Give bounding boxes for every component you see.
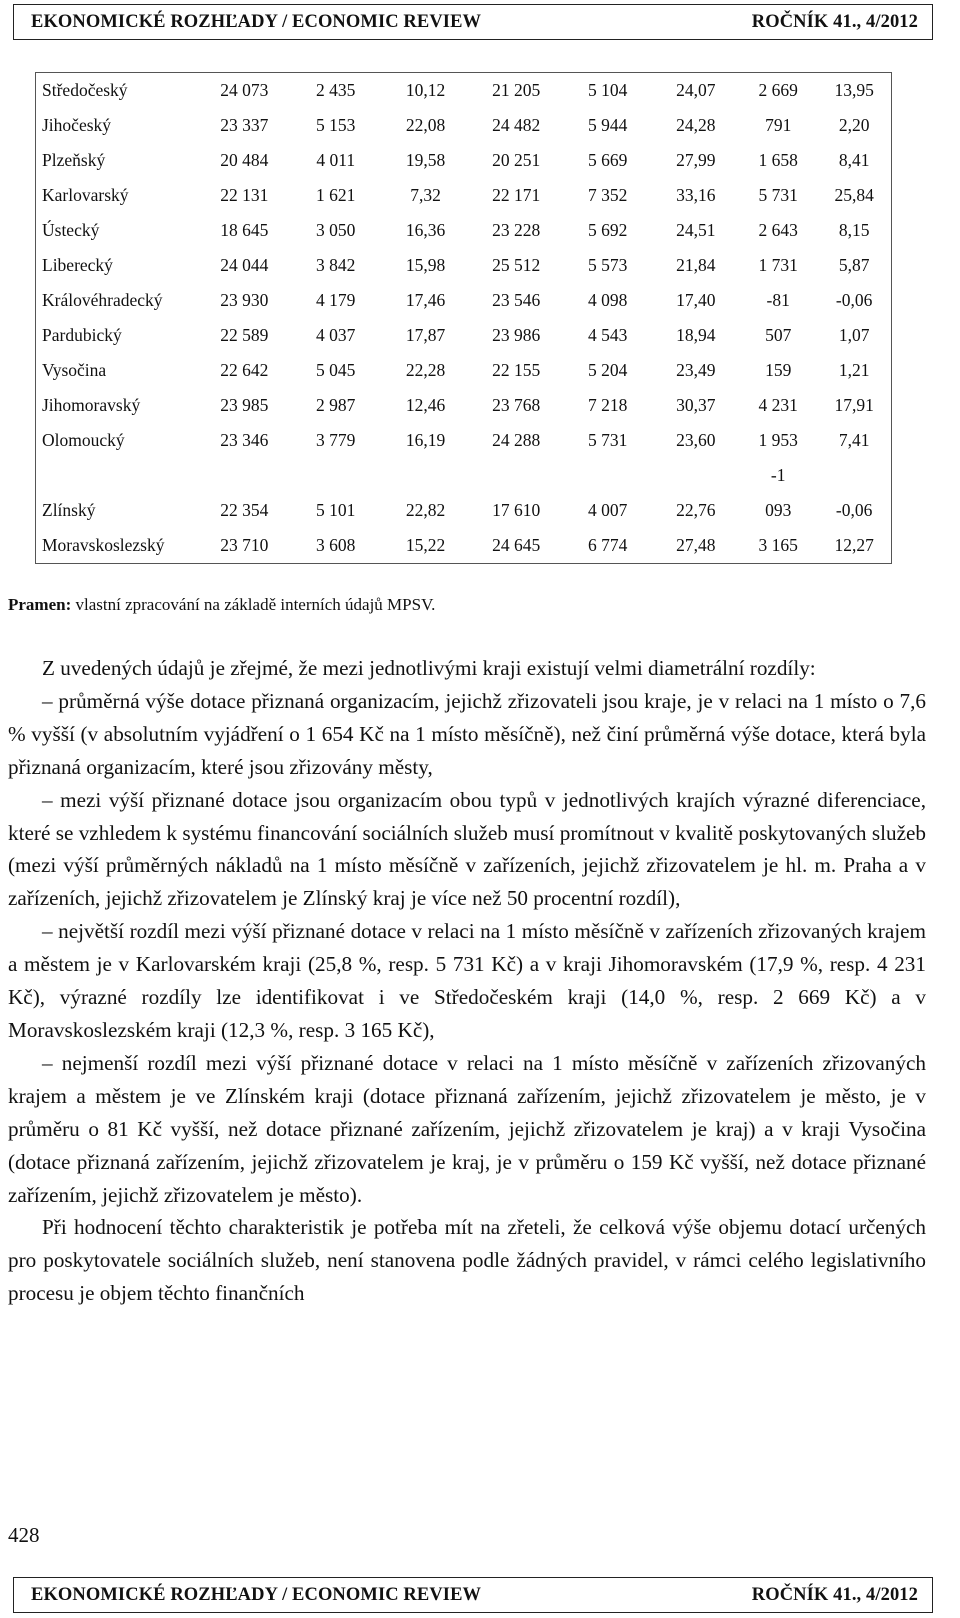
value-cell: 4 543 bbox=[587, 325, 628, 345]
value-cell: 1 658 bbox=[758, 150, 798, 170]
value-cell: 22,76 bbox=[676, 500, 716, 520]
table-source-note bbox=[8, 595, 435, 615]
value-cell: 23 710 bbox=[220, 535, 269, 555]
region-name-cell: Jihočeský bbox=[42, 115, 112, 135]
value-cell: 25 512 bbox=[492, 255, 541, 275]
value-cell: 22 354 bbox=[220, 500, 269, 520]
value-cell: 24,51 bbox=[676, 220, 716, 240]
volume-label: ROČNÍK 41., 4/2012 bbox=[751, 1584, 918, 1605]
value-cell: 5 669 bbox=[587, 150, 628, 170]
body-text bbox=[8, 652, 926, 1310]
value-cell: 20 484 bbox=[220, 150, 269, 170]
value-cell: 22 589 bbox=[220, 325, 269, 345]
value-cell: 5 101 bbox=[316, 500, 356, 520]
table-row bbox=[36, 143, 892, 178]
region-name-cell: Středočeský bbox=[42, 80, 128, 100]
value-cell: 23 986 bbox=[492, 325, 541, 345]
region-name-cell: Vysočina bbox=[42, 360, 107, 380]
value-cell: 21,84 bbox=[676, 255, 716, 275]
paragraph-bullet-1: – průměrná výše dotace přiznaná organizacím, jejichž zřizovateli jsou kraje, je v relaci na 1 místo o 7,6 % vyšší (v absolutním vyjádření o 1 654 Kč na 1 místo měsíčně), než činí průměrná výše dotace, která byla přiznaná organizacím, které jsou zřizovány městy, bbox=[8, 688, 926, 779]
region-name-cell: Olomoucký bbox=[42, 430, 125, 450]
value-cell: 8,15 bbox=[838, 220, 870, 240]
value-cell: 33,16 bbox=[676, 185, 716, 205]
regional-subsidy-table bbox=[35, 72, 892, 564]
value-cell: -0,06 bbox=[835, 500, 873, 520]
empty-cell bbox=[817, 458, 891, 493]
value-cell: 23,49 bbox=[676, 360, 716, 380]
value-cell: 22,82 bbox=[405, 500, 446, 520]
paragraph-intro: Z uvedených údajů je zřejmé, že mezi jednotlivými kraji existují velmi diametrální rozdíly: bbox=[42, 656, 816, 680]
value-cell: 24 482 bbox=[492, 115, 541, 135]
value-cell: 24 073 bbox=[220, 80, 269, 100]
value-cell: 5 944 bbox=[587, 115, 628, 135]
table-row bbox=[36, 353, 892, 388]
table-row bbox=[36, 493, 892, 528]
table-row bbox=[36, 318, 892, 353]
table-row bbox=[36, 388, 892, 423]
empty-cell bbox=[470, 458, 563, 493]
region-name-cell: Karlovarský bbox=[42, 185, 129, 205]
value-cell: 1,07 bbox=[838, 325, 870, 345]
value-cell: 17,91 bbox=[834, 395, 874, 415]
value-cell: 24 645 bbox=[492, 535, 541, 555]
value-cell: 159 bbox=[765, 360, 792, 380]
value-cell: 16,19 bbox=[405, 430, 446, 450]
value-cell: 22 171 bbox=[492, 185, 541, 205]
value-cell: 23 768 bbox=[492, 395, 541, 415]
region-name-cell: Pardubický bbox=[42, 325, 122, 345]
value-cell: 4 007 bbox=[587, 500, 628, 520]
empty-cell bbox=[382, 458, 470, 493]
value-cell: 5 204 bbox=[587, 360, 628, 380]
value-cell: 4 231 bbox=[758, 395, 798, 415]
empty-cell bbox=[563, 458, 653, 493]
value-cell: 22 155 bbox=[492, 360, 541, 380]
paragraph-bullet-3: – největší rozdíl mezi výší přiznané dotace v relaci na 1 místo měsíčně v zařízeních zřizovaných krajem a městem je v Karlovarském kraji (25,8 %, resp. 5 731 Kč) a v kraji Jihomoravském (17,9 %, resp. 4 231 Kč), výrazné rozdíly lze identifikovat i ve Středočeském kraji (14,0 %, resp. 2 669 Kč) a v Moravskoslezském kraji (12,3 %, resp. 3 165 Kč), bbox=[8, 919, 926, 1042]
value-cell-wrap-top: -1 bbox=[770, 465, 786, 485]
value-cell: 24 288 bbox=[492, 430, 541, 450]
value-cell: 1 731 bbox=[758, 255, 798, 275]
value-cell: 15,98 bbox=[405, 255, 446, 275]
value-cell: 2 435 bbox=[316, 80, 356, 100]
table-row bbox=[36, 248, 892, 283]
value-cell: 16,36 bbox=[405, 220, 446, 240]
running-header bbox=[13, 4, 933, 40]
value-cell: 27,48 bbox=[676, 535, 716, 555]
value-cell: 25,84 bbox=[834, 185, 874, 205]
journal-title: EKONOMICKÉ ROZHĽADY / ECONOMIC REVIEW bbox=[31, 1584, 482, 1605]
table-row bbox=[36, 283, 892, 318]
region-name-cell: Plzeňský bbox=[42, 150, 106, 170]
value-cell: 6 774 bbox=[587, 535, 628, 555]
value-cell: 5,87 bbox=[838, 255, 870, 275]
value-cell: 5 573 bbox=[587, 255, 628, 275]
paragraph-bullet-2: – mezi výší přiznané dotace jsou organizacím obou typů v jednotlivých krajích výrazné diferenciace, které se vzhledem k systému financování sociálních služeb musí promítnout v kvalitě poskytovaných služeb (mezi výší průměrných nákladů na 1 místo měsíčně v zařízeních, jejichž zřizovatelem je hl. m. Praha a v zařízeních, jejichž zřizovatelem je Zlínský kraj je více než 50 procentní rozdíl), bbox=[8, 787, 926, 911]
value-cell: 5 692 bbox=[587, 220, 628, 240]
value-cell: 5 731 bbox=[758, 185, 798, 205]
region-name-cell: Moravskoslezský bbox=[42, 535, 165, 555]
value-cell: 5 731 bbox=[587, 430, 628, 450]
value-cell: 23 985 bbox=[220, 395, 269, 415]
value-cell: 4 098 bbox=[587, 290, 628, 310]
value-cell: 24 044 bbox=[220, 255, 269, 275]
value-cell: 3 842 bbox=[316, 255, 356, 275]
table-row bbox=[36, 73, 892, 109]
value-cell: 24,07 bbox=[676, 80, 716, 100]
value-cell: 22 642 bbox=[220, 360, 269, 380]
value-cell: -0,06 bbox=[835, 290, 873, 310]
value-cell: 7 218 bbox=[587, 395, 628, 415]
region-name-cell: Jihomoravský bbox=[42, 395, 141, 415]
table-body bbox=[36, 73, 892, 564]
region-name-cell: Ústecký bbox=[42, 220, 100, 240]
value-cell: 17,46 bbox=[405, 290, 446, 310]
value-cell: 19,58 bbox=[405, 150, 446, 170]
value-cell: 2 669 bbox=[758, 80, 798, 100]
empty-cell bbox=[36, 458, 199, 493]
table-row bbox=[36, 213, 892, 248]
value-cell: 4 011 bbox=[316, 150, 356, 170]
value-cell: 3 165 bbox=[758, 535, 798, 555]
value-cell: 10,12 bbox=[405, 80, 446, 100]
value-cell: 17 610 bbox=[492, 500, 541, 520]
value-cell: -81 bbox=[766, 290, 790, 310]
value-cell: 23,60 bbox=[676, 430, 716, 450]
value-cell: 22 131 bbox=[220, 185, 269, 205]
source-text: vlastní zpracování na základě interních údajů MPSV. bbox=[71, 595, 436, 614]
value-cell: 27,99 bbox=[676, 150, 716, 170]
table-row bbox=[36, 178, 892, 213]
empty-cell bbox=[199, 458, 290, 493]
value-cell: 5 153 bbox=[316, 115, 356, 135]
value-cell: 23 346 bbox=[220, 430, 269, 450]
value-cell: 18,94 bbox=[676, 325, 716, 345]
value-cell: 2 643 bbox=[758, 220, 798, 240]
value-cell: 5 045 bbox=[316, 360, 356, 380]
value-cell: 507 bbox=[765, 325, 792, 345]
value-cell: 24,28 bbox=[676, 115, 716, 135]
empty-cell bbox=[653, 458, 740, 493]
value-cell: 17,40 bbox=[676, 290, 716, 310]
value-cell: 23 228 bbox=[492, 220, 541, 240]
value-cell: 3 050 bbox=[316, 220, 356, 240]
value-cell: 2 987 bbox=[316, 395, 356, 415]
value-cell: 12,46 bbox=[405, 395, 446, 415]
region-name-cell: Zlínský bbox=[42, 500, 96, 520]
table-row bbox=[36, 423, 892, 458]
source-label: Pramen: bbox=[8, 595, 72, 614]
empty-cell bbox=[290, 458, 382, 493]
paragraph-bullet-4: – nejmenší rozdíl mezi výší přiznané dotace v relaci na 1 místo měsíčně v zařízeních zřizovaných krajem a městem je ve Zlínském kraji (dotace přiznaná zařízením, jejichž zřizovatelem je město, je v průměru o 81 Kč vyšší, než dotace přiznané zařízením, jejichž zřizovatelem je kraj) a v kraji Vysočina (dotace přiznaná zařízením, jejichž zřizovatelem je kraj, je v průměru o 159 Kč vyšší, než dotace přiznané zařízením, jejichž zřizovatelem je město). bbox=[8, 1050, 926, 1207]
value-cell: 21 205 bbox=[492, 80, 541, 100]
value-cell: 30,37 bbox=[676, 395, 716, 415]
journal-title: EKONOMICKÉ ROZHĽADY / ECONOMIC REVIEW bbox=[31, 11, 482, 32]
running-footer bbox=[13, 1577, 933, 1613]
value-cell-wrap-bottom: 093 bbox=[765, 500, 792, 520]
value-cell: 23 546 bbox=[492, 290, 541, 310]
table-row bbox=[36, 528, 892, 564]
value-cell: 12,27 bbox=[834, 535, 874, 555]
region-name-cell: Liberecký bbox=[42, 255, 113, 275]
table-row-zlinsky-top bbox=[36, 458, 892, 493]
value-cell: 2,20 bbox=[838, 115, 870, 135]
value-cell: 17,87 bbox=[405, 325, 446, 345]
value-cell: 791 bbox=[765, 115, 792, 135]
region-name-cell: Královéhradecký bbox=[42, 290, 163, 310]
value-cell: 20 251 bbox=[492, 150, 541, 170]
value-cell: 23 337 bbox=[220, 115, 269, 135]
value-cell: 13,95 bbox=[834, 80, 874, 100]
value-cell: 1 621 bbox=[316, 185, 356, 205]
value-cell: 4 179 bbox=[316, 290, 356, 310]
value-cell: 1 953 bbox=[758, 430, 798, 450]
value-cell: 22,08 bbox=[405, 115, 446, 135]
value-cell: 15,22 bbox=[405, 535, 446, 555]
table-row bbox=[36, 108, 892, 143]
value-cell: 22,28 bbox=[405, 360, 446, 380]
value-cell: 8,41 bbox=[838, 150, 870, 170]
value-cell: 23 930 bbox=[220, 290, 269, 310]
value-cell: 18 645 bbox=[220, 220, 269, 240]
page-number: 428 bbox=[8, 1523, 40, 1547]
paragraph-closing: Při hodnocení těchto charakteristik je potřeba mít na zřeteli, že celková výše objemu dotací určených pro poskytovatele sociálních služeb, není stanovena podle žádných pravidel, v rámci celého legislativního procesu je objem těchto finančních bbox=[8, 1215, 926, 1306]
value-cell: 3 608 bbox=[316, 535, 356, 555]
value-cell: 5 104 bbox=[587, 80, 628, 100]
value-cell: 7 352 bbox=[587, 185, 628, 205]
value-cell: 4 037 bbox=[316, 325, 356, 345]
value-cell: 1,21 bbox=[838, 360, 870, 380]
value-cell: 7,32 bbox=[410, 185, 441, 205]
value-cell: 3 779 bbox=[316, 430, 356, 450]
volume-label: ROČNÍK 41., 4/2012 bbox=[751, 11, 918, 32]
value-cell: 7,41 bbox=[838, 430, 870, 450]
